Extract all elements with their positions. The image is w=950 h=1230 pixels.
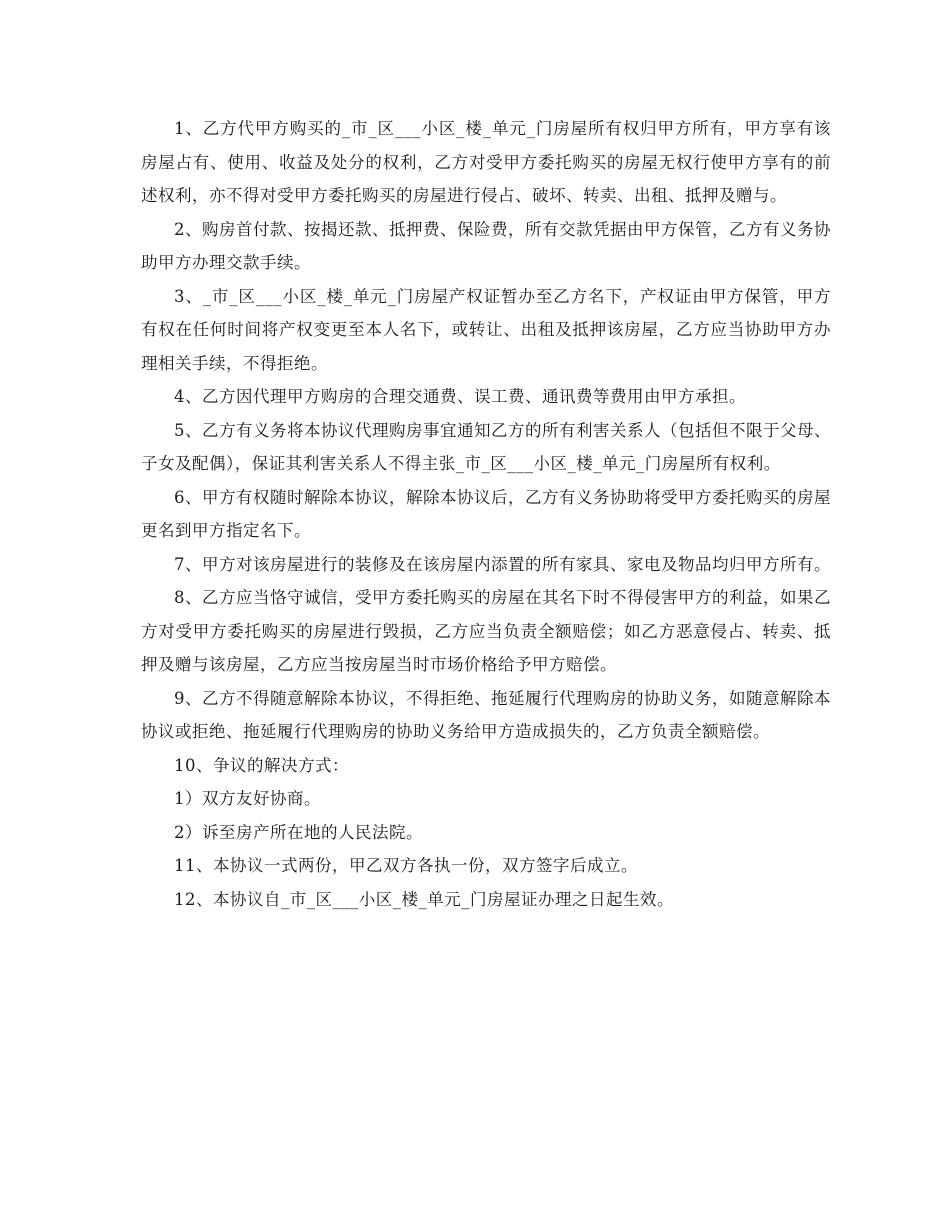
- clause-6: 6、甲方有权随时解除本协议，解除本协议后，乙方有义务协助将受甲方委托购买的房屋更名到甲方指定名下。: [141, 487, 831, 540]
- clause-7: 7、甲方对该房屋进行的装修及在该房屋内添置的所有家具、家电及物品均归甲方所有。: [174, 554, 831, 574]
- clause-10-option-1: 1）双方友好协商。: [174, 789, 321, 808]
- clause-4: 4、乙方因代理甲方购房的合理交通费、误工费、通讯费等费用由甲方承担。: [174, 387, 746, 406]
- clause-2: 2、购房首付款、按揭还款、抵押费、保险费，所有交款凭据由甲方保管，乙方有义务协助甲方办理交款手续。: [141, 219, 831, 272]
- clause-5: 5、乙方有义务将本协议代理购房事宜通知乙方的所有利害关系人（包括但不限于父母、子女及配偶），保证其利害关系人不得主张_市_区___小区_楼_单元_门房屋所有权利。: [141, 420, 831, 473]
- clause-12: 12、本协议自_市_区___小区_楼_单元_门房屋证办理之日起生效。: [174, 889, 674, 909]
- clause-10-heading: 10、争议的解决方式：: [174, 755, 349, 775]
- clause-1: 1、乙方代甲方购买的_市_区___小区_楼_单元_门房屋所有权归甲方所有，甲方享有该房屋占有、使用、收益及处分的权利，乙方对受甲方委托购买的房屋无权行使甲方享有的前述权利，亦不得对受甲方委托购买的房屋进行侵占、破坏、转卖、出租、抵押及赠与。: [141, 119, 831, 205]
- clause-11: 11、本协议一式两份，甲乙双方各执一份，双方签字后成立。: [174, 856, 638, 875]
- clause-9: 9、乙方不得随意解除本协议，不得拒绝、拖延履行代理购房的协助义务，如随意解除本协议或拒绝、拖延履行代理购房的协助义务给甲方造成损失的，乙方负责全额赔偿。: [141, 688, 831, 741]
- document-body: [141, 112, 831, 916]
- clause-3: 3、_市_区___小区_楼_单元_门房屋产权证暂办至乙方名下，产权证由甲方保管，甲方有权在任何时间将产权变更至本人名下，或转让、出租及抵押该房屋，乙方应当协助甲方办理相关手续，不得拒绝。: [141, 286, 831, 373]
- clause-8: 8、乙方应当恪守诚信，受甲方委托购买的房屋在其名下时不得侵害甲方的利益，如果乙方对受甲方委托购买的房屋进行毁损，乙方应当负责全额赔偿；如乙方恶意侵占、转卖、抵押及赠与该房屋，乙方应当按房屋当时市场价格给予甲方赔偿。: [141, 588, 831, 674]
- clause-10-option-2: 2）诉至房产所在地的人民法院。: [174, 822, 423, 842]
